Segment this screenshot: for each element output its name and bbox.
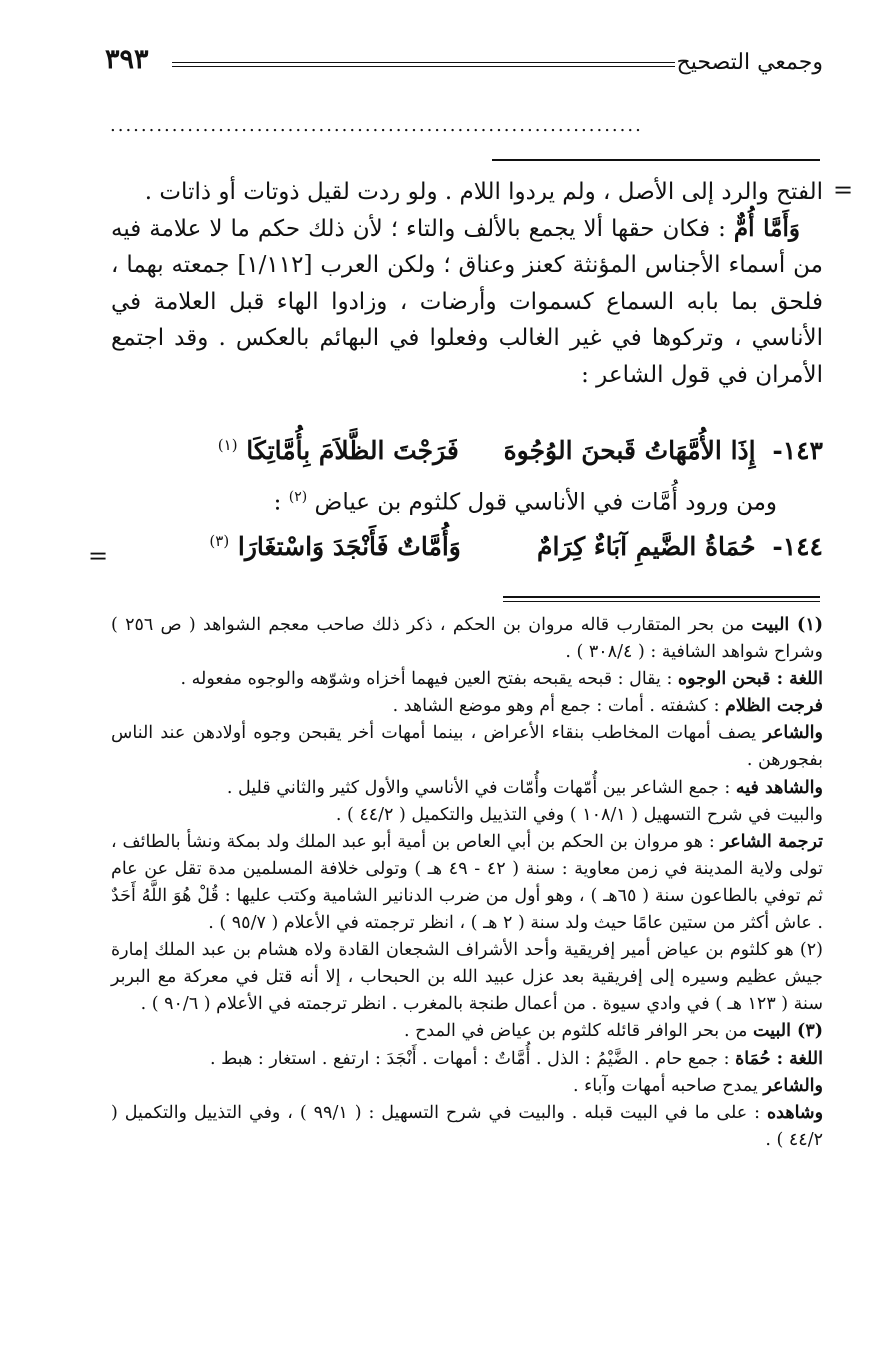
footnote-lead: فرجت الظلام [725,696,823,717]
footnote: (٢) هو كلثوم بن عياض أمير إفريقية وأحد الأشراف الشجعان القادة ولاه هشام بن عبد الملك إمارة جيش عظيم وسيره إلى إفريقية بعد عزل عبيد الله بن الحبحاب ، إلا أنه قتل في معركة مع البربر سنة ( ١٢٣ هـ ) في وادي سيوة . من أعمال طنجة بالمغرب . انظر ترجمته في الأعلام ( ٩٠/٦ ) . [111,940,823,1015]
verse-hemistich-second: وَأُمَّاتٌ فَأَنْجَدَ وَاسْتغَارَا [237,532,461,562]
footnote-text: : هو مروان بن الحكم بن أبي العاص بن أمية أبو عبد الملك ولد بمكة ونشأ بالطائف ، تولى ولاية المدينة في زمن معاوية : سنة ( ٤٢ - ٤٩ هـ ) وتولى خلافة المسلمين مدة تقل عن عام ثم توفي بالطاعون سنة ( ٦٥هـ ) ، وهو أول من ضرب الدنانير الشامية وكتب عليها : قُلْ هُوَ اللَّهُ أَحَدٌ . عاش أكثر من ستين عامًا حيث ولد سنة ( ٢ هـ ) ، انظر ترجمته في الأعلام ( ٩٥/٧ ) . [111,831,824,934]
running-title: وجمعي التصحيح [676,50,823,75]
footnote-lead: والشاعر [763,723,823,744]
footnote-lead: (١) البيت [751,615,824,635]
footnote-text: : كشفته . أمات : جمع أم وهو موضع الشاهد . [392,696,726,717]
footnotes [111,612,823,1154]
paragraph: الفتح والرد إلى الأصل ، ولم يردوا اللام . ولو ردت لقيل ذوتات أو ذاتات . [144,179,823,205]
footnote-ref: (١) [217,436,238,454]
footnote-lead: ترجمة الشاعر [720,831,823,852]
footnote-text: يمدح صاحبه أمهات وآباء . [572,1075,764,1096]
footnote [111,1018,823,1045]
intro-line [111,489,823,516]
verse-143 [123,436,823,465]
footnote [111,775,823,802]
main-text [111,174,823,393]
footnote-text: : جمع الشاعر بين أُمّهات وأُمّات في الأناسي والأول كثير والثاني قليل . [226,777,736,798]
paragraph-lead: وَأَمَّا أُمٌّ [733,214,800,242]
footnote-ref: (٣) [209,532,230,550]
footnote-rule [503,596,820,602]
paragraph-body: : فكان حقها ألا يجمع بالألف والتاء ؛ لأن ذلك حكم ما لا علامة فيه من أسماء الأجناس المؤنثة كعنز وعناق ؛ ولكن العرب [١/١١٢] جمعته بهما ، فلحق بما بابه السماع كسموات وأرضات ، وزادوا الهاء قبل العلامة في الأناسي ، وتركوها في غير الغالب وفعلوا في البهائم بالعكس . وقد اجتمع الأمران في قول الشاعر : [111,215,823,388]
footnote-lead: والشاعر [763,1075,823,1096]
section-rule [492,159,820,161]
verse-hemistich-first: حُمَاةُ الضَّيمِ آبَاءٌ كِرَامٌ [537,532,756,562]
footnote-lead: اللغة : حُمَاة [735,1048,823,1069]
intro-text: ومن ورود أُمَّات في الأناسي قول كلثوم بن عياض [314,489,777,516]
continuation-mark: = [833,176,854,204]
footnote-text: من بحر المتقارب قاله مروان بن الحكم ، ذكر ذلك صاحب معجم الشواهد ( ص ٢٥٦ ) وشراح شواهد الشافية : ( ٣٠٨/٤ ) . [111,615,823,663]
footnote-lead: اللغة : قبحن الوجوه [677,669,823,690]
footnote-text: : يقال : قبحه يقبحه بفتح العين فيهما أخزاه وشوّهه والوجوه مفعوله . [180,669,678,690]
intro-colon: : [273,489,289,516]
footnote [111,720,823,774]
footnote-text: : جمع حام . الضَّيْمُ : الذل . أُمَّاتٌ : أمهات . أَنْجَدَ : ارتفع . استغار : هبط . [210,1048,736,1069]
footnote-ref: (٢) [288,489,308,505]
continuation-mark-end: = [88,542,109,570]
verse-hemistich-second: فَرَجْتَ الظَّلاَمَ بِأُمَّاتِكَا [246,436,459,466]
dotted-separator: ..................................................................... [110,115,643,136]
footnote [111,829,823,937]
verse-144 [123,532,823,561]
footnote-text: من بحر الوافر قائله كلثوم بن عياض في المدح . [403,1021,753,1042]
verse-number: ١٤٤- [772,532,823,562]
footnote [111,1100,823,1154]
verse-number: ١٤٣- [772,436,823,466]
header-rule [172,62,675,67]
footnote [111,1073,823,1100]
verse-hemistich-first: إِذَا الأُمَّهَاتُ قَبحنَ الوُجُوهَ [503,436,756,466]
footnote [111,612,823,666]
footnote [111,666,823,693]
footnote-text: يصف أمهات المخاطب بنقاء الأعراض ، بينما أمهات أخر يقبحن وجوه أولادهن عند الناس بفجورهن . [111,723,823,771]
footnote-text: : على ما في البيت قبله . والبيت في شرح التسهيل : ( ٩٩/١ ) ، وفي التذييل والتكميل ( ٤٤/٢ ) . [111,1102,823,1150]
footnote: والبيت في شرح التسهيل ( ١٠٨/١ ) وفي التذييل والتكميل ( ٤٤/٢ ) . [335,804,823,825]
footnote [111,1046,823,1073]
footnote-lead: (٣) البيت [753,1021,823,1042]
footnote-lead: والشاهد فيه [735,777,823,798]
paragraph [111,211,823,394]
footnote-lead: وشاهده [766,1102,824,1123]
page-number: ٣٩٣ [105,44,149,75]
footnote [111,693,823,720]
